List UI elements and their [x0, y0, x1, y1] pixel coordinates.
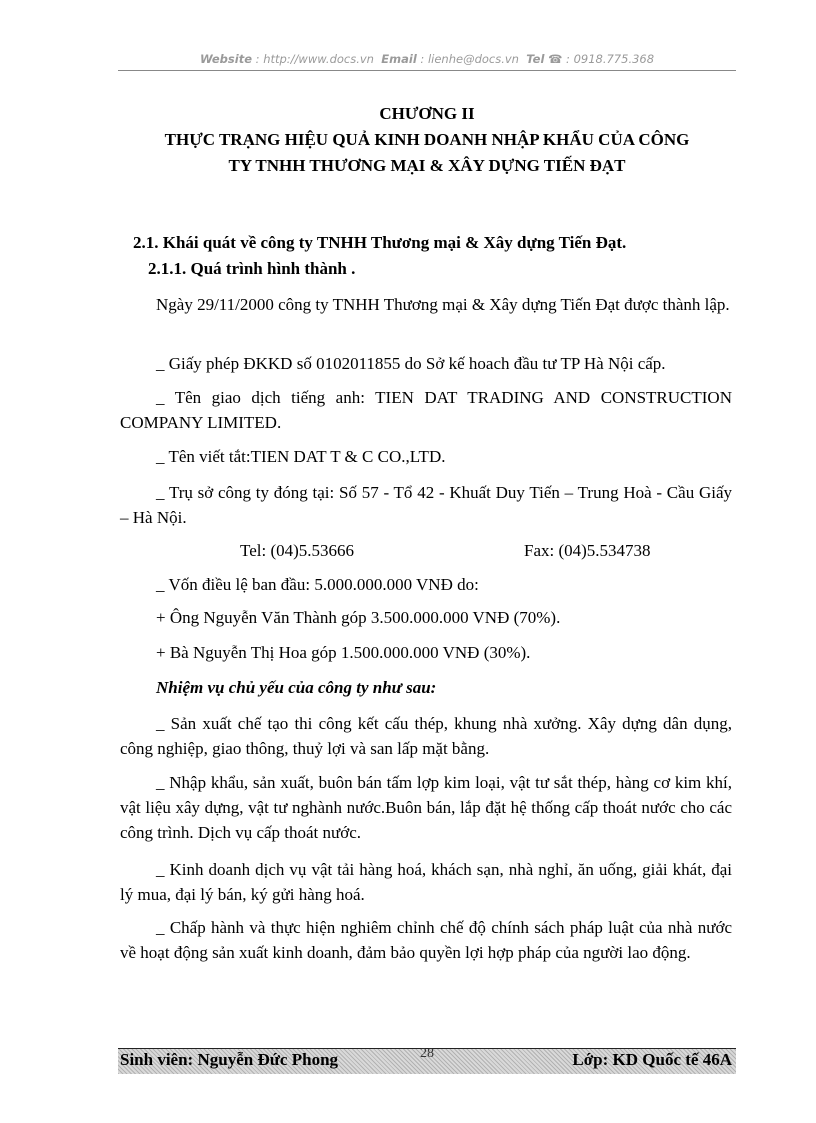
duty-paragraph-4: _ Chấp hành và thực hiện nghiêm chỉnh chế độ chính sách pháp luật của nhà nước về hoạt động sản xuất kinh doanh, đảm bảo quyền lợi hợp pháp của người lao động.	[120, 918, 732, 962]
address-paragraph: _ Trụ sở công ty đóng tại: Số 57 - Tổ 42 - Khuất Duy Tiến – Trung Hoà - Cầu Giấy – Hà Nội.	[120, 483, 732, 527]
email-label: Email	[381, 52, 417, 66]
capital-line: _ Vốn điều lệ ban đầu: 5.000.000.000 VNĐ do:	[156, 575, 479, 594]
footer-student: Sinh viên: Nguyễn Đức Phong	[120, 1050, 339, 1069]
founding-paragraph: Ngày 29/11/2000 công ty TNHH Thương mại & Xây dựng Tiến Đạt được thành lập.	[156, 295, 730, 314]
shareholder-1-line: + Ông Nguyễn Văn Thành góp 3.500.000.000 VNĐ (70%).	[156, 608, 561, 627]
tel-value: ☎ : 0918.775.368	[548, 52, 655, 66]
chapter-title-line1: THỰC TRẠNG HIỆU QUẢ KINH DOANH NHẬP KHẨU CỦA CÔNG	[164, 130, 690, 149]
tel-line: Tel: (04)5.53666	[240, 541, 355, 560]
duties-heading: Nhiệm vụ chủ yếu của công ty như sau:	[156, 678, 437, 697]
fax-line: Fax: (04)5.534738	[524, 541, 651, 560]
short-name-line: _ Tên viết tắt:TIEN DAT T & C CO.,LTD.	[156, 447, 446, 466]
duty-paragraph-1: _ Sản xuất chế tạo thi công kết cấu thép, khung nhà xưởng. Xây dựng dân dụng, công nghiệp, giao thông, thuỷ lợi và san lấp mặt bằng.	[120, 714, 732, 758]
english-name-paragraph: _ Tên giao dịch tiếng anh: TIEN DAT TRADING AND CONSTRUCTION COMPANY LIMITED.	[120, 388, 732, 432]
shareholder-2-line: + Bà Nguyễn Thị Hoa góp 1.500.000.000 VNĐ (30%).	[156, 643, 531, 662]
chapter-number: CHƯƠNG II	[379, 104, 475, 123]
header-divider	[118, 70, 736, 71]
email-value: : lienhe@docs.vn	[420, 52, 519, 66]
duty-paragraph-2: _ Nhập khẩu, sản xuất, buôn bán tấm lợp kim loại, vật tư sắt thép, hàng cơ kim khí, vật liệu xây dựng, vật tư nghành nước.Buôn bán, lắp đặt hệ thống cấp thoát nước cho các công trình. Dịch vụ cấp thoát nước.	[120, 773, 732, 842]
page-header	[118, 52, 736, 70]
license-line: _ Giấy phép ĐKKD số 0102011855 do Sở kế hoach đầu tư TP Hà Nội cấp.	[156, 354, 666, 373]
chapter-title-line2: TY TNHH THƯƠNG MẠI & XÂY DỰNG TIẾN ĐẠT	[228, 156, 626, 175]
website-label: Website	[199, 52, 253, 66]
page-number: 28	[420, 1046, 434, 1061]
subsection-heading: 2.1.1. Quá trình hình thành .	[148, 259, 356, 278]
duty-paragraph-3: _ Kinh doanh dịch vụ vật tải hàng hoá, khách sạn, nhà nghỉ, ăn uống, giải khát, đại lý mua, đại lý bán, ký gửi hàng hoá.	[120, 860, 732, 904]
section-heading: 2.1. Khái quát về công ty TNHH Thương mại & Xây dựng Tiến Đạt.	[133, 233, 627, 252]
website-value: : http://www.docs.vn	[255, 52, 374, 66]
footer-class: Lớp: KD Quốc tế 46A	[572, 1050, 732, 1069]
tel-label: Tel	[526, 52, 545, 66]
